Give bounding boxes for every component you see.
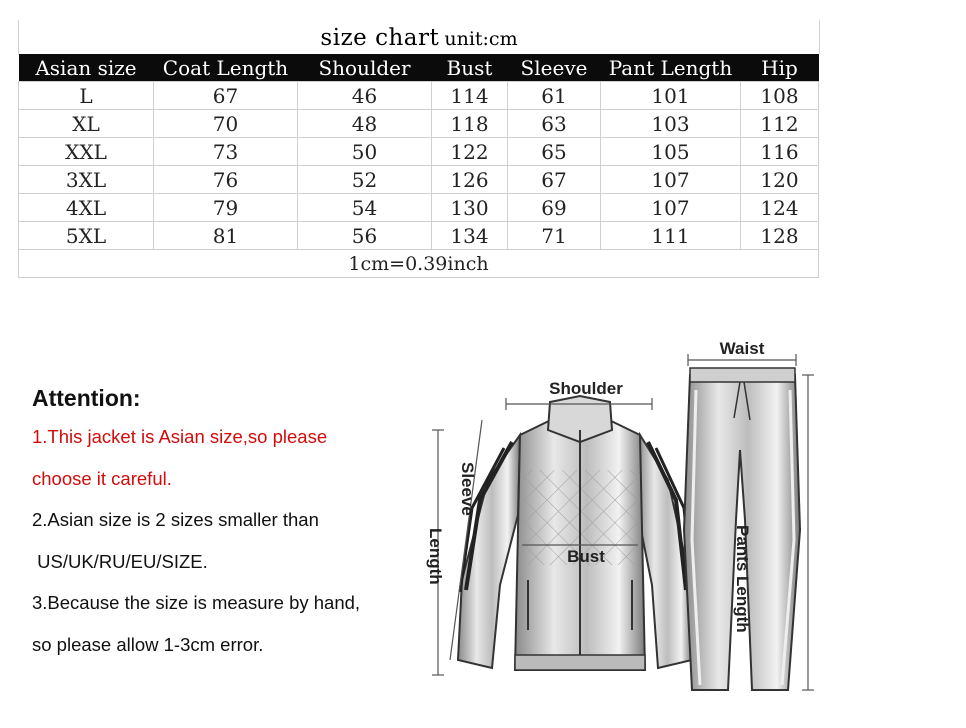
table-cell: XL <box>19 110 154 138</box>
size-chart <box>18 20 818 282</box>
table-row <box>19 166 819 194</box>
header-sleeve: Sleeve <box>508 54 601 82</box>
table-cell: 107 <box>601 194 741 222</box>
attention-notes <box>32 380 432 673</box>
header-bust: Bust <box>432 54 508 82</box>
table-cell: 3XL <box>19 166 154 194</box>
shoulder-label: Shoulder <box>549 379 623 398</box>
table-cell: 107 <box>601 166 741 194</box>
table-cell: L <box>19 82 154 110</box>
table-cell: 81 <box>154 222 298 250</box>
table-cell: 105 <box>601 138 741 166</box>
table-row <box>19 110 819 138</box>
header-asian-size: Asian size <box>19 54 154 82</box>
jacket-drawing <box>458 396 692 670</box>
attention-line-4: US/UK/RU/EU/SIZE. <box>32 550 208 572</box>
table-cell: XXL <box>19 138 154 166</box>
attention-line-5: 3.Because the size is measure by hand, <box>32 592 361 613</box>
table-cell: 122 <box>432 138 508 166</box>
sleeve-label: Sleeve <box>458 462 477 516</box>
table-row <box>19 194 819 222</box>
table-row <box>19 138 819 166</box>
table-cell: 52 <box>298 166 432 194</box>
waist-label: Waist <box>719 339 765 358</box>
table-cell: 4XL <box>19 194 154 222</box>
table-cell: 48 <box>298 110 432 138</box>
attention-line-2: choose it careful. <box>32 467 172 489</box>
table-cell: 108 <box>741 82 819 110</box>
header-pant-length: Pant Length <box>601 54 741 82</box>
conversion-note: 1cm=0.39inch <box>19 250 819 278</box>
pants-length-label: Pants Length <box>733 525 752 633</box>
table-cell: 46 <box>298 82 432 110</box>
header-hip: Hip <box>741 54 819 82</box>
table-cell: 67 <box>154 82 298 110</box>
attention-line-6: so please allow 1-3cm error. <box>32 633 264 655</box>
table-cell: 79 <box>154 194 298 222</box>
bust-label: Bust <box>567 547 605 566</box>
table-cell: 56 <box>298 222 432 250</box>
chart-title-text: size chart <box>320 25 440 51</box>
table-cell: 65 <box>508 138 601 166</box>
tracksuit-illustration <box>400 330 966 728</box>
size-table <box>18 54 819 278</box>
table-cell: 50 <box>298 138 432 166</box>
table-cell: 114 <box>432 82 508 110</box>
table-cell: 120 <box>741 166 819 194</box>
table-cell: 69 <box>508 194 601 222</box>
header-shoulder: Shoulder <box>298 54 432 82</box>
table-row <box>19 222 819 250</box>
table-cell: 130 <box>432 194 508 222</box>
header-coat-length: Coat Length <box>154 54 298 82</box>
table-cell: 71 <box>508 222 601 250</box>
table-cell: 112 <box>741 110 819 138</box>
table-note-row <box>19 250 819 278</box>
table-row <box>19 82 819 110</box>
table-cell: 61 <box>508 82 601 110</box>
table-cell: 70 <box>154 110 298 138</box>
length-label: Length <box>426 528 445 585</box>
size-chart-title <box>18 20 820 54</box>
table-cell: 118 <box>432 110 508 138</box>
table-cell: 76 <box>154 166 298 194</box>
table-cell: 67 <box>508 166 601 194</box>
table-header-row <box>19 54 819 82</box>
attention-heading: Attention: <box>32 385 141 411</box>
table-cell: 134 <box>432 222 508 250</box>
table-cell: 128 <box>741 222 819 250</box>
chart-unit-text: unit:cm <box>444 28 518 50</box>
attention-line-1: 1.This jacket is Asian size,so please <box>32 426 328 447</box>
table-cell: 103 <box>601 110 741 138</box>
attention-line-3: 2.Asian size is 2 sizes smaller than <box>32 509 319 530</box>
table-cell: 54 <box>298 194 432 222</box>
table-cell: 73 <box>154 138 298 166</box>
table-cell: 101 <box>601 82 741 110</box>
table-cell: 5XL <box>19 222 154 250</box>
table-cell: 126 <box>432 166 508 194</box>
table-cell: 63 <box>508 110 601 138</box>
table-cell: 111 <box>601 222 741 250</box>
table-cell: 124 <box>741 194 819 222</box>
table-cell: 116 <box>741 138 819 166</box>
